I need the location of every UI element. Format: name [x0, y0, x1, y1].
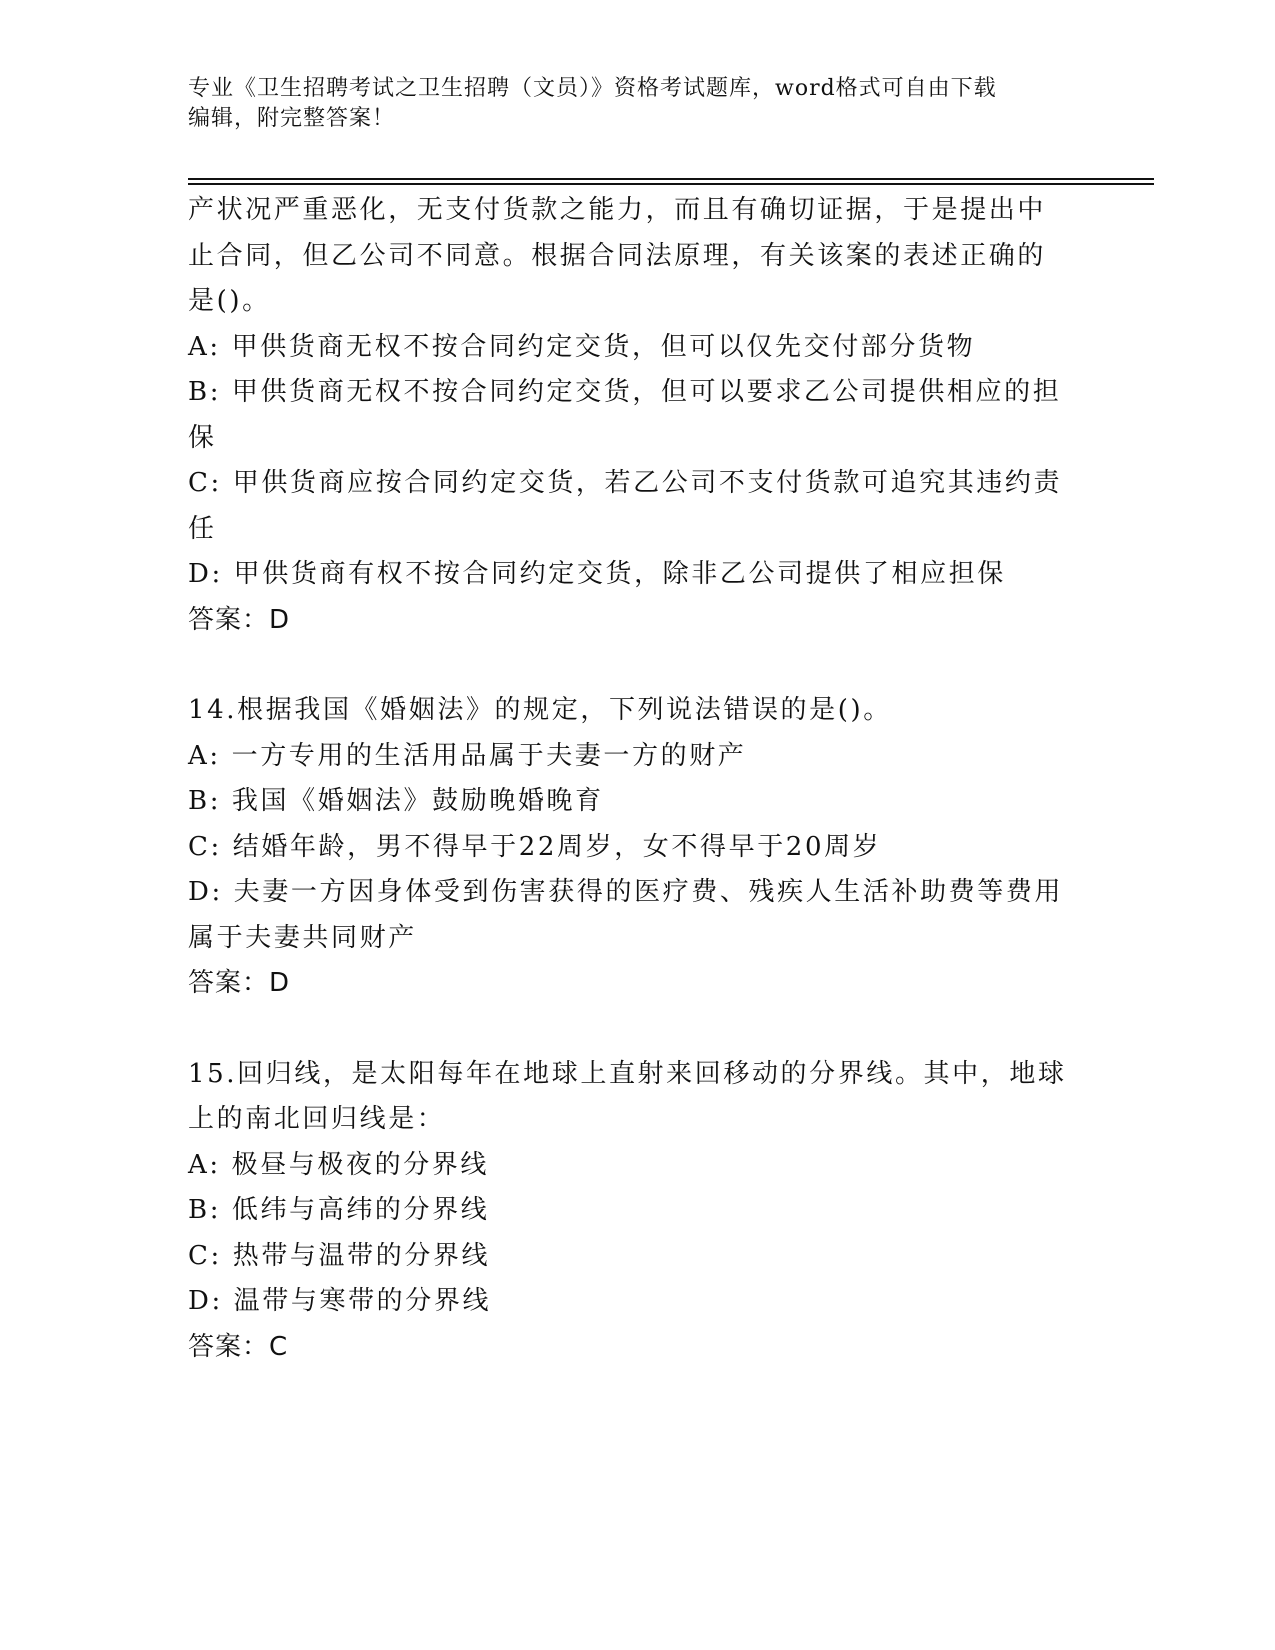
answer: 答案：C	[188, 1331, 289, 1362]
question-stem: 15.回归线，是太阳每年在地球上直射来回移动的分界线。其中，地球	[188, 1058, 1067, 1089]
question-stem: 是()。	[188, 286, 271, 316]
header-divider-top	[188, 178, 1154, 180]
option-c: C: 热带与温带的分界线	[188, 1240, 491, 1271]
question-15	[188, 1052, 1088, 1371]
question-stem: 产状况严重恶化，无支付货款之能力，而且有确切证据，于是提出中	[188, 195, 1047, 225]
option-a: A: 极昼与极夜的分界线	[188, 1149, 490, 1180]
header-line-1: 专业《卫生招聘考试之卫生招聘（文员）》资格考试题库，word格式可自由下载	[188, 76, 997, 101]
answer: 答案：D	[188, 604, 291, 635]
option-c: 任	[188, 513, 217, 544]
option-d: 属于夫妻共同财产	[188, 922, 417, 953]
option-b: 保	[188, 422, 217, 453]
page-header	[188, 74, 1068, 134]
question-stem: 上的南北回归线是：	[188, 1104, 446, 1134]
option-b: B: 低纬与高纬的分界线	[188, 1195, 490, 1225]
option-a: A: 一方专用的生活用品属于夫妻一方的财产	[188, 740, 747, 771]
question-13	[188, 188, 1088, 643]
option-d: D: 温带与寒带的分界线	[188, 1286, 492, 1316]
question-content	[188, 188, 1088, 1370]
option-a: A: 甲供货商无权不按合同约定交货，但可以仅先交付部分货物	[188, 331, 976, 362]
question-stem: 14.根据我国《婚姻法》的规定，下列说法错误的是()。	[188, 695, 892, 725]
option-c: C: 结婚年龄，男不得早于22周岁，女不得早于20周岁	[188, 831, 882, 862]
option-b: B: 甲供货商无权不按合同约定交货，但可以要求乙公司提供相应的担	[188, 377, 1062, 407]
question-stem: 止合同，但乙公司不同意。根据合同法原理，有关该案的表述正确的	[188, 240, 1047, 271]
question-14	[188, 688, 1088, 1007]
answer: 答案：D	[188, 968, 291, 998]
option-d: D: 甲供货商有权不按合同约定交货，除非乙公司提供了相应担保	[188, 559, 1006, 589]
spacer	[188, 1007, 1088, 1052]
spacer	[188, 643, 1088, 688]
header-divider-bottom	[188, 183, 1154, 185]
option-d: D: 夫妻一方因身体受到伤害获得的医疗费、残疾人生活补助费等费用	[188, 877, 1064, 907]
header-line-2: 编辑，附完整答案！	[188, 106, 396, 131]
option-b: B: 我国《婚姻法》鼓励晚婚晚育	[188, 786, 604, 816]
option-c: C: 甲供货商应按合同约定交货，若乙公司不支付货款可追究其违约责	[188, 468, 1063, 498]
